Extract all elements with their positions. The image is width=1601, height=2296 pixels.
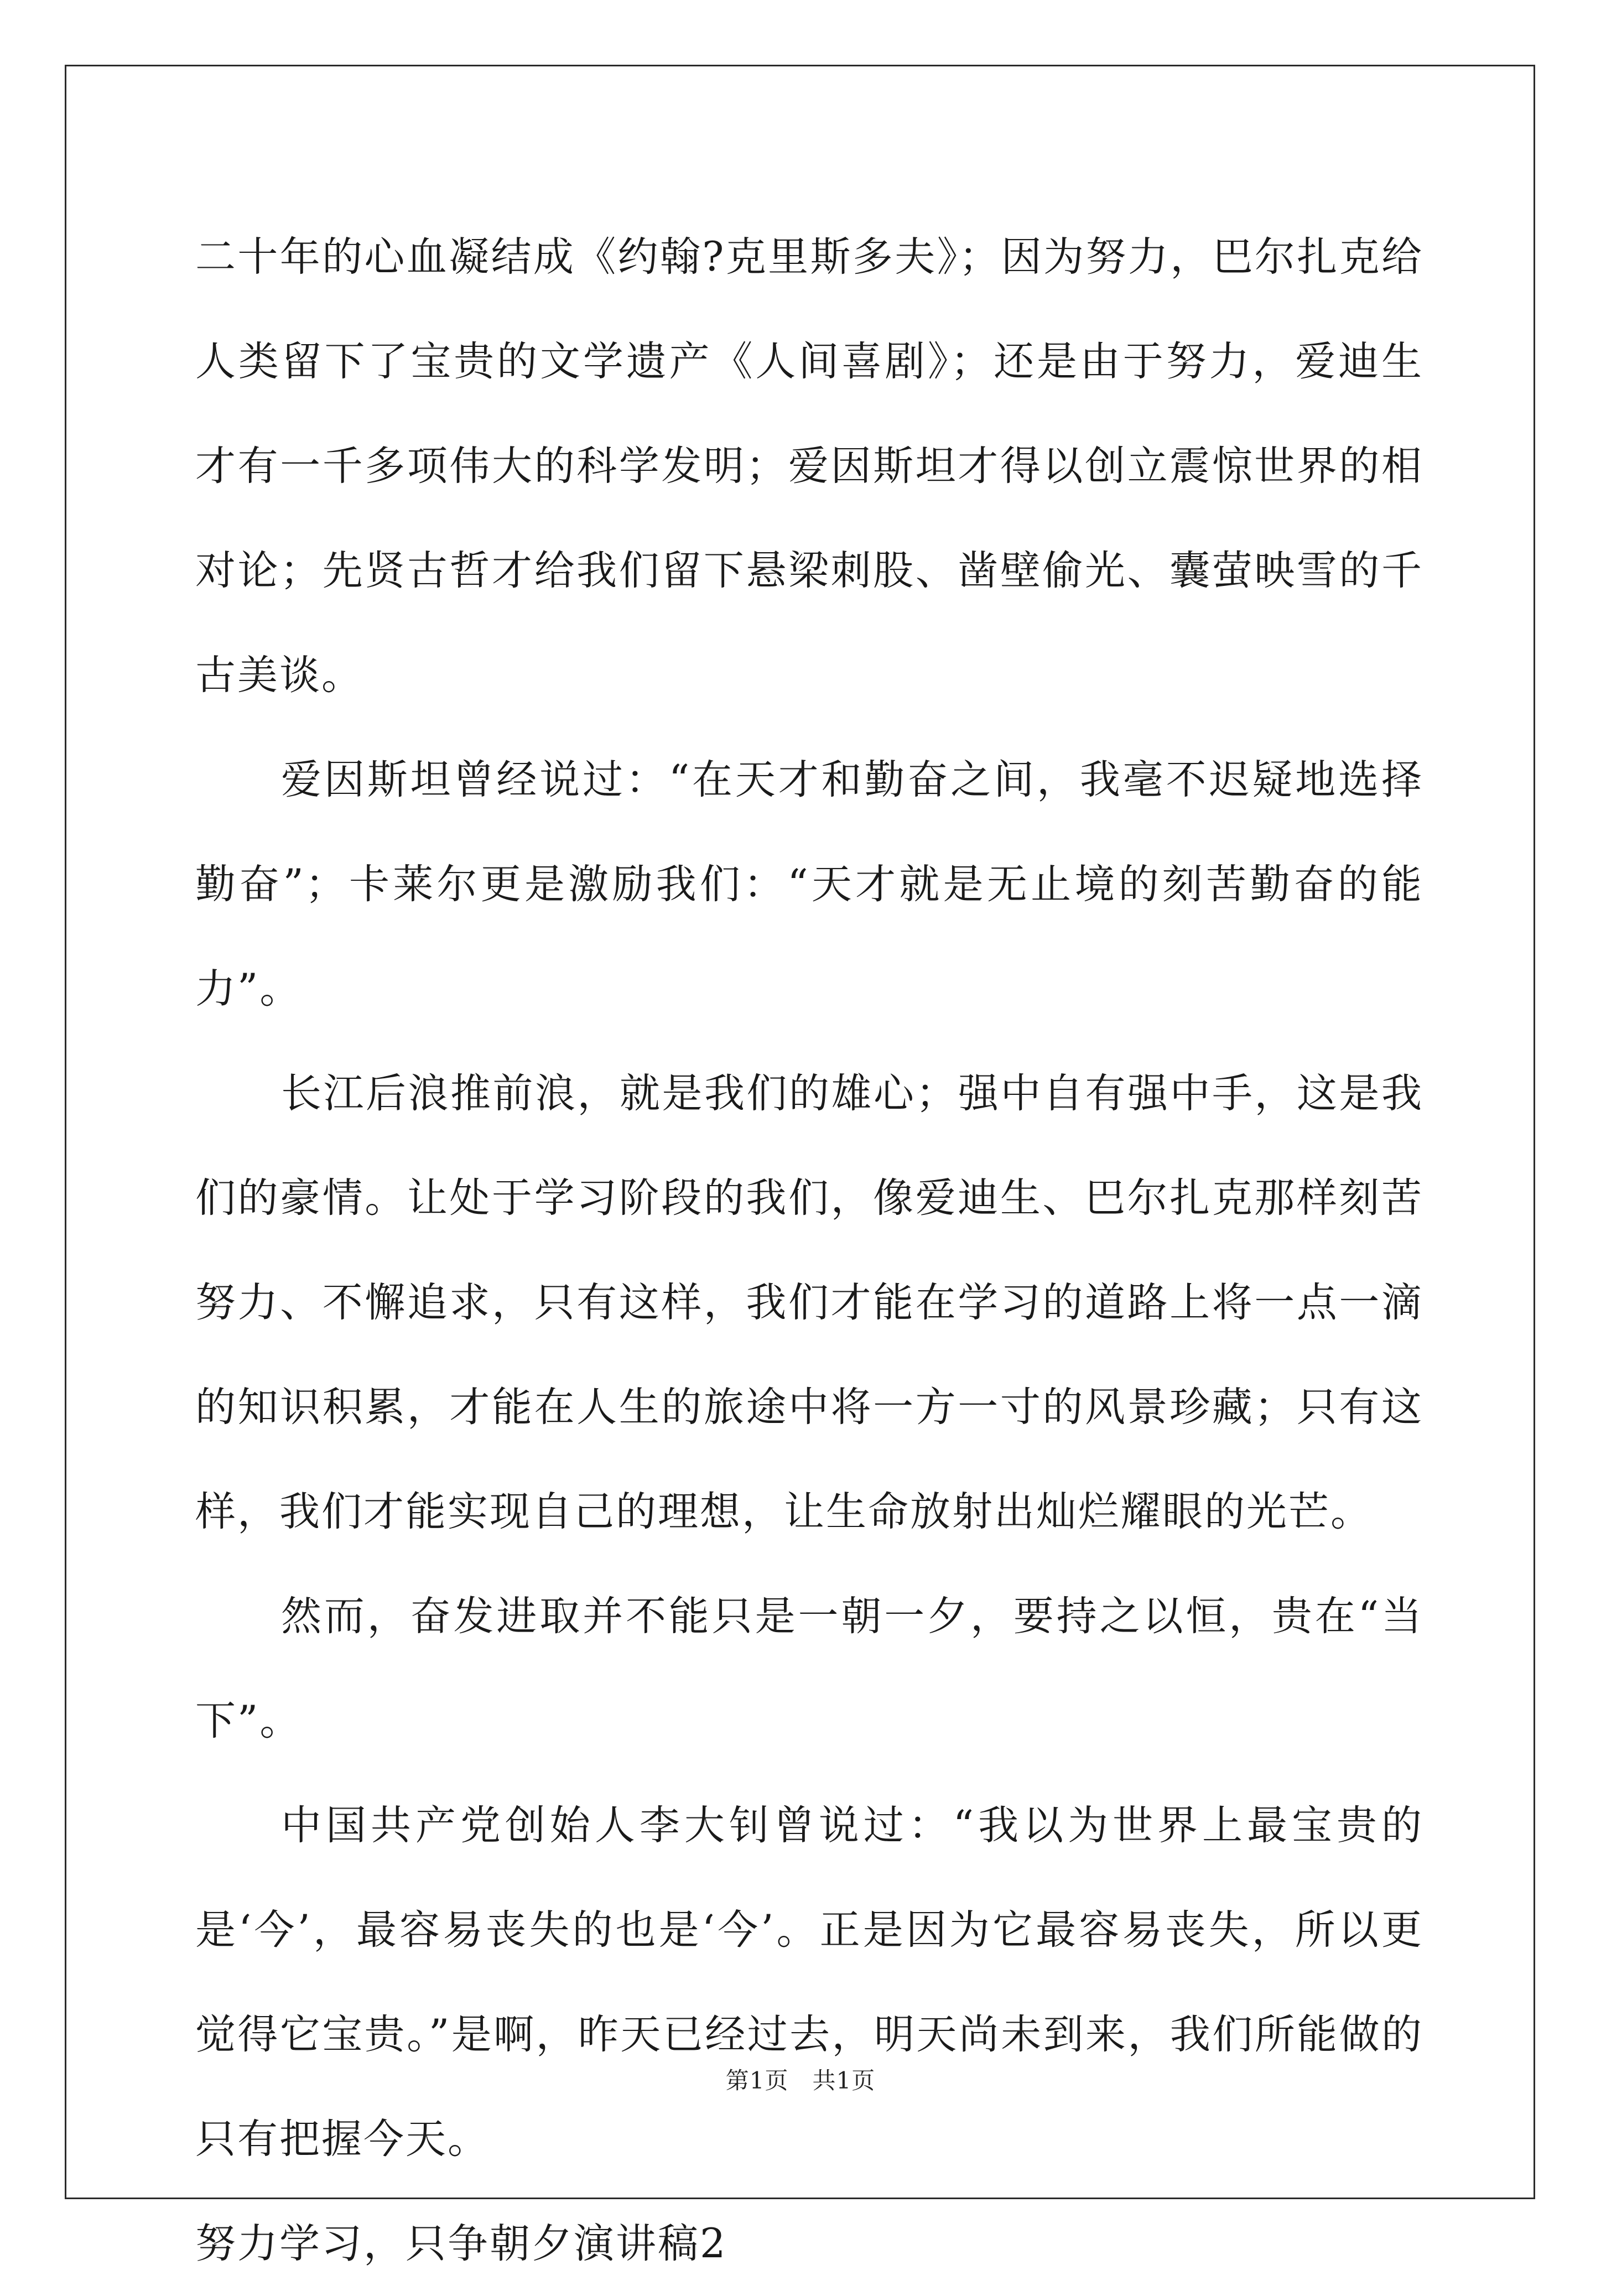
page-footer: 第1页 共1页 [725, 2067, 876, 2094]
paragraph-2: 爱因斯坦曾经说过：“在天才和勤奋之间，我毫不迟疑地选择勤奋”；卡莱尔更是激励我们：“天才就是无止境的刻苦勤奋的能力”。 [195, 756, 1423, 1012]
section-heading: 努力学习，只争朝夕演讲稿2 [195, 2220, 727, 2267]
document-body [195, 205, 1423, 2296]
paragraph-5: 中国共产党创始人李大钊曾说过：“我以为世界上最宝贵的是‘今’，最容易丧失的也是‘今’。正是因为它最容易丧失，所以更觉得它宝贵。”是啊，昨天已经过去，明天尚未到来，我们所能做的只有把握今天。 [195, 1802, 1423, 2163]
paragraph-3: 长江后浪推前浪，就是我们的雄心；强中自有强中手，这是我们的豪情。让处于学习阶段的我们，像爱迪生、巴尔扎克那样刻苦努力、不懈追求，只有这样，我们才能在学习的道路上将一点一滴的知识积累，才能在人生的旅途中将一方一寸的风景珍藏；只有这样，我们才能实现自己的理想，让生命放射出灿烂耀眼的光芒。 [195, 1070, 1423, 1535]
paragraph-4: 然而，奋发进取并不能只是一朝一夕，要持之以恒，贵在“当下”。 [195, 1593, 1423, 1744]
paragraph-1: 二十年的心血凝结成《约翰?克里斯多夫》；因为努力，巴尔扎克给人类留下了宝贵的文学遗产《人间喜剧》；还是由于努力，爱迪生才有一千多项伟大的科学发明；爱因斯坦才得以创立震惊世界的相对论；先贤古哲才给我们留下悬梁刺股、凿壁偷光、囊萤映雪的千古美谈。 [195, 233, 1423, 699]
